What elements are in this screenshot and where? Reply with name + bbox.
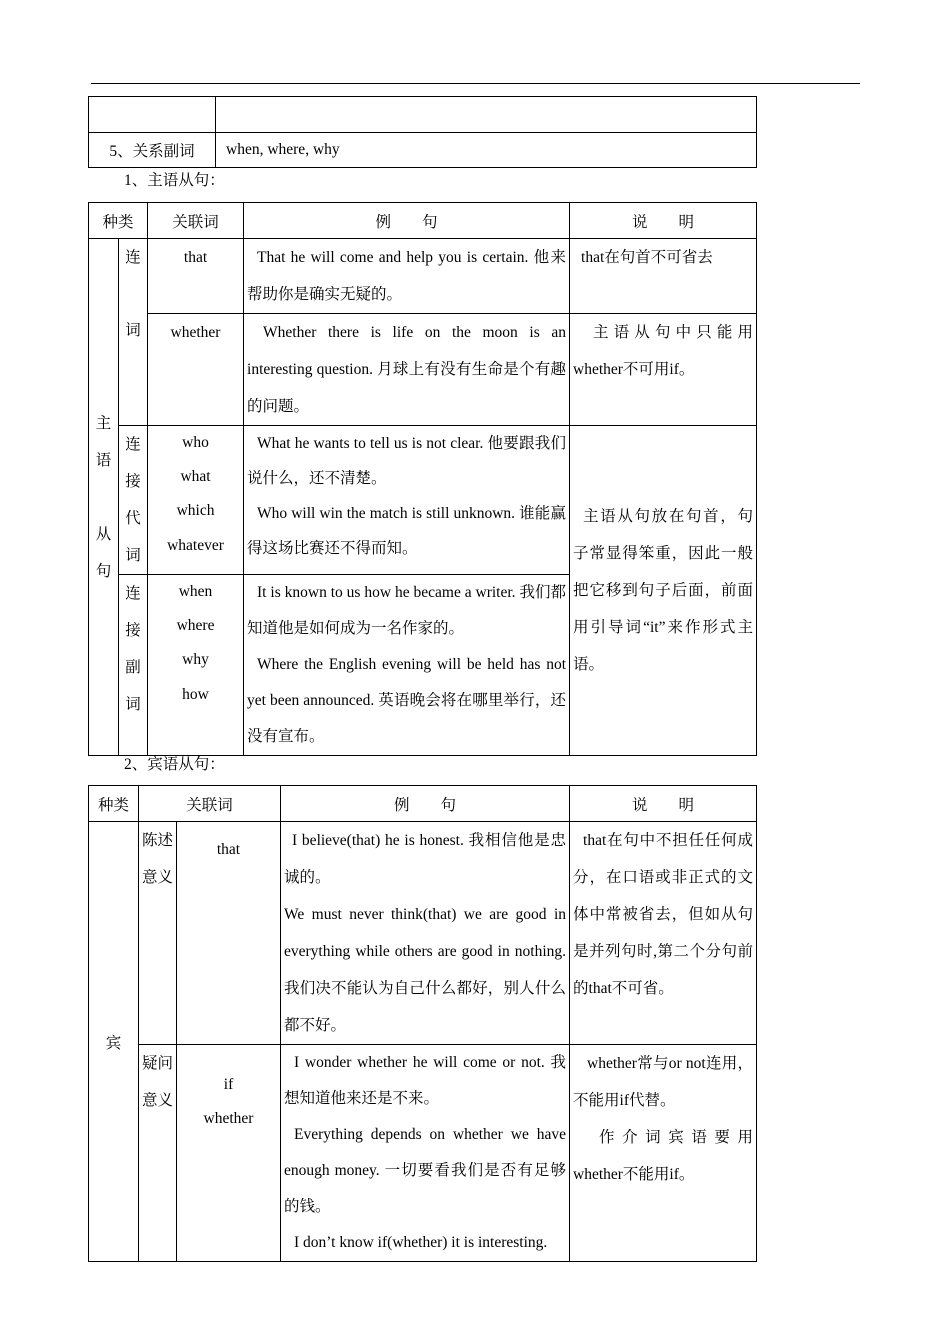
example-sentence: I don’t know if(whether) it is interesting. (294, 1234, 548, 1251)
object-clause-table (88, 785, 757, 1262)
header-connective: 关联词 (139, 786, 281, 822)
sub-char: 连 (125, 585, 141, 602)
sub-char: 词 (125, 696, 141, 713)
example-sentence: Everything depends on whether we have enough money. 一切要看我们是否有足够的钱。 (284, 1126, 567, 1215)
example-sentence: I believe(that) he is honest. 我相信他是忠诚的。 (284, 832, 567, 886)
section1-heading: 1、主语从句： (124, 172, 225, 189)
merged-note: 主语从句放在句首，句子常显得笨重，因此一般把它移到句子后面，前面用引导词“it”来作形式主语。 (570, 426, 757, 756)
word-item: where (176, 617, 215, 635)
interrogative-examples (281, 1045, 570, 1262)
interrogative-words (177, 1045, 281, 1262)
example-sentence: What he wants to tell us is not clear. 他要跟我们说什么，还不清楚。 (247, 435, 567, 487)
sub-conjunction (119, 239, 148, 426)
example-sentence: Where the English evening will be held has not yet been announced. 英语晚会将在哪里举行，还没有宣布。 (247, 656, 567, 745)
example-sentence: It is known to us how he became a writer. 我们都知道他是如何成为一名作家的。 (247, 584, 567, 637)
sub-declarative (139, 822, 177, 1045)
header-connective: 关联词 (148, 203, 244, 239)
cell-empty-1 (89, 97, 216, 133)
category-char: 语 (95, 451, 112, 469)
sub-char: 词 (125, 547, 141, 564)
category-subject-clause (89, 239, 119, 756)
header-category: 种类 (89, 786, 139, 822)
sub-text: 意义 (141, 869, 173, 886)
sub-text: 疑问 (141, 1055, 173, 1072)
cell-empty-2 (216, 97, 757, 133)
note-text: 作介词宾语要用whether不能用if。 (573, 1129, 754, 1183)
header-rule (91, 83, 860, 84)
section2-heading: 2、宾语从句： (124, 756, 225, 773)
note-that: that在句首不可省去 (570, 239, 757, 314)
header-example: 例 句 (281, 786, 570, 822)
relative-adverb-label: 5、关系副词 (89, 133, 216, 168)
subject-clause-table (88, 202, 757, 756)
sub-interrogative (139, 1045, 177, 1262)
sub-char: 接 (125, 622, 141, 639)
word-whether: whether (148, 314, 244, 426)
word-item: which (176, 502, 215, 520)
category-object-clause: 宾 (89, 822, 139, 1262)
relative-adverb-values: when, where, why (216, 133, 757, 168)
sub-char: 连 (125, 436, 141, 453)
word-item: whatever (167, 536, 224, 554)
word-item: whether (203, 1110, 254, 1128)
example-that: That he will come and help you is certain. 他来帮助你是确实无疑的。 (244, 239, 570, 314)
category-char: 从 (95, 525, 112, 543)
pronoun-examples (244, 426, 570, 575)
sub-text: 陈述 (141, 832, 173, 849)
word-item: who (182, 434, 209, 451)
sub-conjunctive-adverb (119, 575, 148, 756)
sub-conjunctive-pronoun (119, 426, 148, 575)
category-char: 句 (95, 562, 112, 580)
word-item: why (182, 651, 209, 669)
note-whether: 主语从句中只能用whether不可用if。 (570, 314, 757, 426)
word-item: how (182, 685, 209, 703)
header-category: 种类 (89, 203, 148, 239)
sub-char: 连 (125, 249, 141, 266)
sub-char: 代 (125, 510, 141, 527)
note-that: that在句中不担任任何成分，在口语或非正式的文体中常被省去，但如从句是并列句时,第二个分句前的that不可省。 (570, 822, 757, 1045)
relative-words-table (88, 96, 757, 168)
example-sentence: Who will win the match is still unknown. 谁能赢得这场比赛还不得而知。 (247, 505, 567, 557)
adverb-examples (244, 575, 570, 756)
word-that: that (148, 239, 244, 314)
sub-text: 意义 (141, 1092, 173, 1109)
example-sentence: I wonder whether he will come or not. 我想知道他来还是不来。 (284, 1054, 567, 1107)
word-that: that (177, 822, 281, 1045)
example-sentence: We must never think(that) we are good in everything while others are good in nothing. 我们决不能认为自己什么都好，别人什么都不好。 (284, 906, 567, 1034)
sub-char: 接 (125, 473, 141, 490)
word-item: when (178, 583, 213, 600)
category-char: 主 (95, 414, 112, 432)
declarative-examples (281, 822, 570, 1045)
sub-char: 词 (125, 322, 141, 339)
header-example: 例 句 (244, 203, 570, 239)
note-text: whether常与or not连用，不能用if代替。 (573, 1055, 754, 1109)
sub-char: 副 (125, 659, 141, 676)
example-whether: Whether there is life on the moon is an interesting question. 月球上有没有生命是个有趣的问题。 (244, 314, 570, 426)
header-note: 说 明 (570, 786, 757, 822)
header-note: 说 明 (570, 203, 757, 239)
word-item: what (180, 468, 211, 486)
interrogative-notes (570, 1045, 757, 1262)
word-item: if (223, 1076, 234, 1093)
adverb-words (148, 575, 244, 756)
pronoun-words (148, 426, 244, 575)
